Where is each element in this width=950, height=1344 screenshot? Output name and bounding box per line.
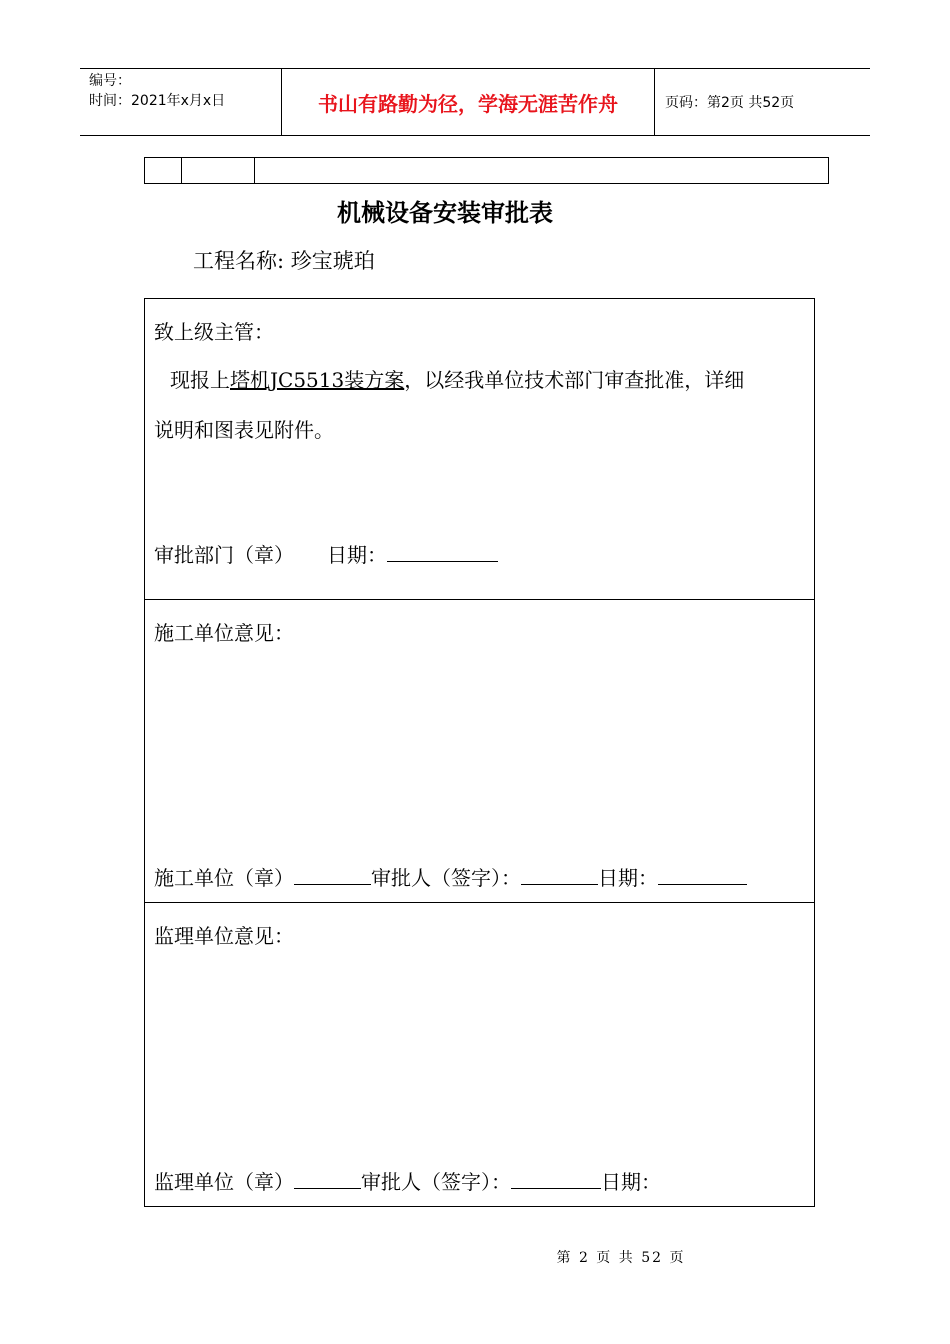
approval-form [144, 298, 815, 1207]
plan-name: 塔机JC5513装方案 [230, 368, 405, 392]
contractor-heading: 施工单位意见： [154, 621, 294, 645]
approver-blank[interactable] [511, 1168, 601, 1189]
date-blank[interactable] [387, 541, 498, 562]
approval-dept-label: 审批部门（章） [154, 543, 294, 567]
approval-sign-line [154, 539, 498, 568]
date-label: 日期： [598, 866, 658, 890]
date-label: 日期： [601, 1170, 661, 1194]
unit-blank[interactable] [294, 864, 371, 885]
body-suffix: ，以经我单位技术部门审查批准，详细 [404, 368, 745, 392]
unit-blank[interactable] [294, 1168, 361, 1189]
approver-label: 审批人（签字）： [361, 1170, 511, 1194]
section-contractor [145, 600, 814, 903]
time-label: 时间：2021年x月x日 [89, 93, 226, 109]
approver-blank[interactable] [521, 864, 598, 885]
table-divider [254, 158, 255, 183]
submission-body-line2: 说明和图表见附件。 [154, 418, 334, 442]
number-label: 编号： [89, 73, 131, 89]
page-footer: 第 2 页 共 52 页 [556, 1250, 686, 1266]
body-prefix: 现报上 [170, 368, 230, 392]
supervisor-heading: 监理单位意见： [154, 924, 294, 948]
header-meta [80, 69, 282, 135]
submission-body [170, 364, 744, 393]
unit-label: 施工单位（章） [154, 866, 294, 890]
addressee: 致上级主管： [154, 320, 274, 344]
page-header [80, 68, 870, 136]
header-page-info: 页码：第2页 共52页 [665, 95, 795, 111]
section-supervisor [145, 903, 814, 1206]
form-title: 机械设备安装审批表 [337, 199, 553, 227]
project-name: 工程名称: 珍宝琥珀 [193, 249, 375, 273]
supervisor-sign-line [154, 1166, 661, 1195]
table-divider [181, 158, 182, 183]
header-slogan: 书山有路勤为径，学海无涯苦作舟 [282, 69, 655, 135]
unit-label: 监理单位（章） [154, 1170, 294, 1194]
date-blank[interactable] [658, 864, 747, 885]
date-label: 日期： [327, 543, 387, 567]
contractor-sign-line [154, 862, 747, 891]
empty-table [144, 157, 829, 184]
approver-label: 审批人（签字）： [371, 866, 521, 890]
section-submission [145, 299, 814, 600]
